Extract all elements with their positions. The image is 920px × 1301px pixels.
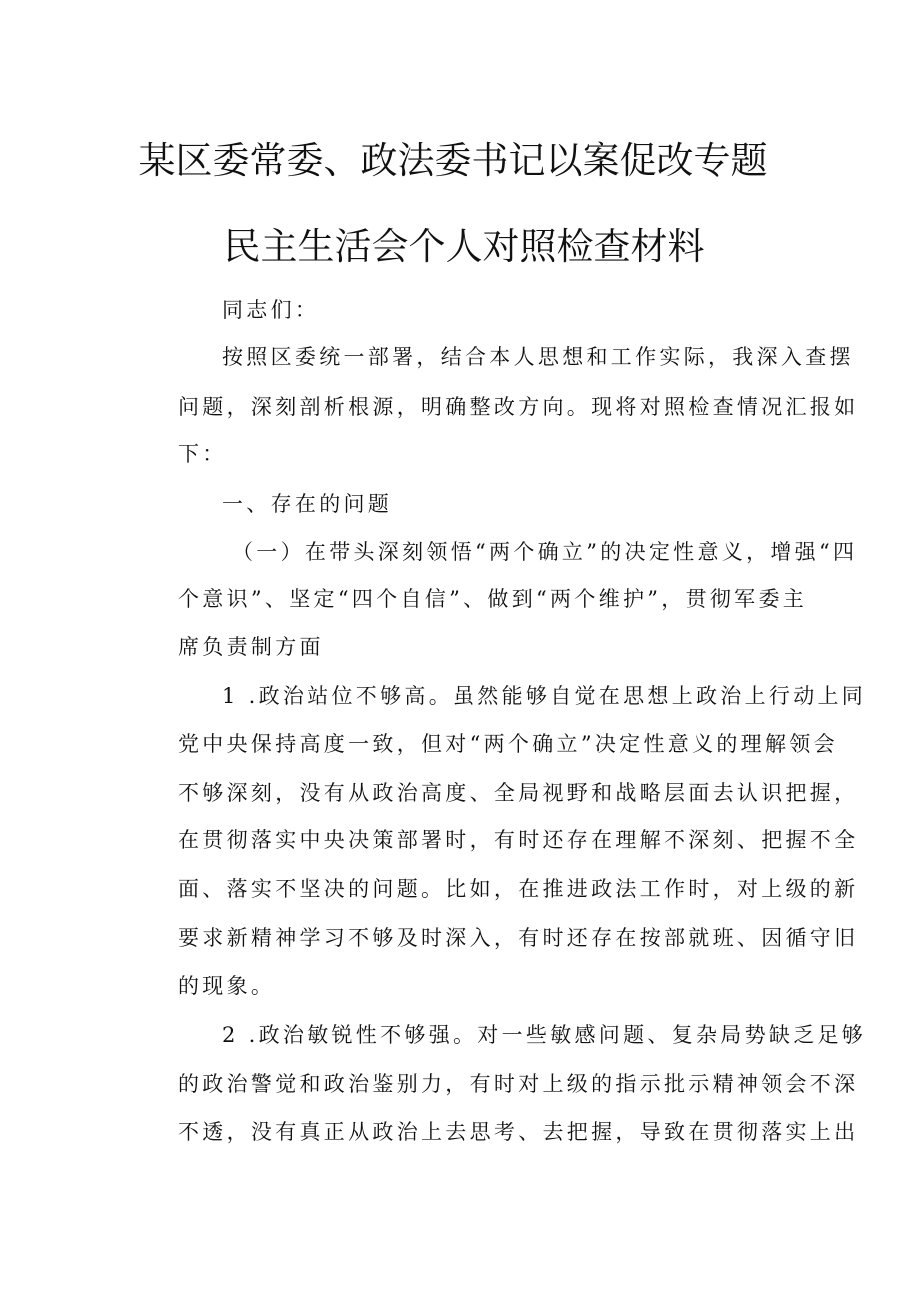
greeting: 同志们： — [222, 298, 320, 322]
intro-line: 问题，深刻剖析根源，明确整改方向。现将对照检查情况汇报如 — [178, 395, 859, 419]
item-1-line: 的现象。 — [178, 974, 276, 998]
intro-line: 按照区委统一部署，结合本人思想和工作实际，我深入查摆 — [222, 345, 854, 369]
subsection-heading-line: 个意识”、坚定“四个自信”、做到“两个维护”，贯彻军委主 — [178, 587, 808, 611]
item-1-line: 在贯彻落实中央决策部署时，有时还存在理解不深刻、把握不全 — [178, 828, 859, 852]
item-2-line: 的政治警觉和政治鉴别力，有时对上级的指示批示精神领会不深 — [178, 1072, 859, 1096]
subsection-heading-line: 席负责制方面 — [178, 635, 324, 659]
item-2-line: 2 .政治敏锐性不够强。对一些敏感问题、复杂局势缺乏足够 — [222, 1023, 867, 1047]
item-2-line: 不透，没有真正从政治上去思考、去把握，导致在贯彻落实上出 — [178, 1120, 859, 1144]
subsection-heading-line: （一）在带头深刻领悟“两个确立”的决定性意义，增强“四 — [232, 540, 858, 564]
item-1-line: 不够深刻，没有从政治高度、全局视野和战略层面去认识把握， — [178, 781, 859, 805]
item-1-line: 1 .政治站位不够高。虽然能够自觉在思想上政治上行动上同 — [222, 684, 867, 708]
item-1-line: 面、落实不坚决的问题。比如，在推进政法工作时，对上级的新 — [178, 877, 859, 901]
item-1-line: 党中央保持高度一致，但对“两个确立”决定性意义的理解领会 — [178, 732, 838, 756]
intro-line: 下： — [178, 442, 227, 466]
document-title-line-2: 民主生活会个人对照检查材料 — [223, 225, 705, 268]
section-heading: 一、存在的问题 — [222, 492, 393, 516]
item-1-line: 要求新精神学习不够及时深入，有时还存在按部就班、因循守旧 — [178, 926, 859, 950]
document-title-line-1: 某区委常委、政法委书记以案促改专题 — [138, 139, 768, 182]
